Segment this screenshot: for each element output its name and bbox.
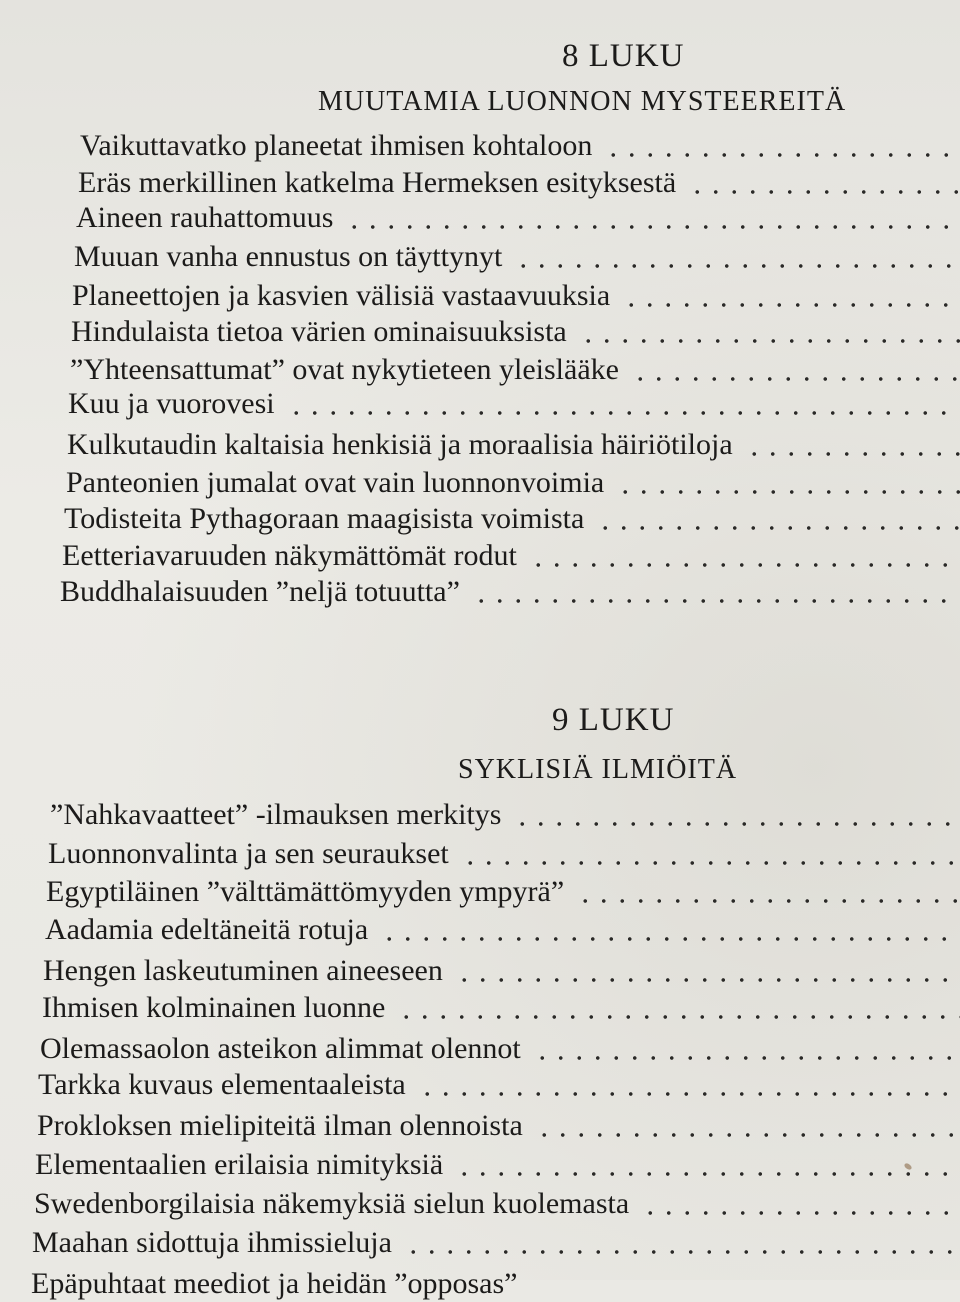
toc-entry — [46, 874, 960, 910]
dot-leader — [604, 152, 960, 158]
dot-leader — [461, 860, 960, 866]
toc-entry-label: Buddhalaisuuden ”neljä totuutta” — [60, 575, 460, 608]
dot-leader — [529, 562, 960, 568]
toc-entry-cut-off: Epäpuhtaat meediot ja heidän ”opposas” — [31, 1267, 518, 1300]
toc-entry-label: Maahan sidottuja ihmissieluja — [32, 1226, 392, 1259]
dot-leader — [535, 1132, 960, 1138]
toc-entry-label: Vaikuttavatko planeetat ihmisen kohtaloon — [80, 129, 593, 162]
toc-entry-label: Elementaalien erilaisia nimityksiä — [35, 1148, 444, 1181]
toc-entry — [76, 200, 960, 236]
dot-leader — [418, 1091, 960, 1097]
toc-entry — [68, 386, 960, 422]
toc-entry — [48, 836, 960, 872]
toc-entry — [70, 352, 960, 388]
toc-entry-label: Tarkka kuvaus elementaaleista — [38, 1068, 406, 1101]
dot-leader — [380, 936, 960, 942]
toc-entry-label: Planeettojen ja kasvien välisiä vastaavuuksia — [72, 279, 611, 312]
toc-entry-label: Egyptiläinen ”välttämättömyyden ympyrä” — [46, 875, 565, 908]
dot-leader — [397, 1014, 960, 1020]
toc-entry — [32, 1225, 960, 1261]
dot-leader — [533, 1055, 960, 1061]
dot-leader — [455, 977, 960, 983]
dot-leader — [631, 376, 960, 382]
toc-entry — [50, 797, 960, 833]
dot-leader — [641, 1210, 960, 1216]
toc-entry-label: Hengen laskeutuminen aineeseen — [43, 954, 443, 987]
toc-entry-label: Luonnonvalinta ja sen seuraukset — [48, 837, 449, 870]
toc-entry-label: Ihmisen kolminainen luonne — [42, 991, 386, 1024]
dot-leader — [576, 898, 960, 904]
toc-entry — [71, 314, 960, 350]
chapter-9-title: SYKLISIÄ ILMIÖITÄ — [458, 754, 738, 785]
toc-entry — [45, 912, 960, 948]
dot-leader — [345, 224, 960, 230]
toc-entry — [38, 1067, 960, 1103]
dot-leader — [472, 598, 960, 604]
dot-leader — [287, 410, 960, 416]
toc-entry-label: Eräs merkillinen katkelma Hermeksen esityksestä — [78, 166, 677, 199]
dot-leader — [622, 302, 960, 308]
toc-entry-label: Hindulaista tietoa värien ominaisuuksista — [71, 315, 567, 348]
toc-entry — [78, 165, 960, 201]
toc-entry-label: Olemassaolon asteikon alimmat olennot — [40, 1032, 521, 1065]
toc-entry — [35, 1147, 960, 1183]
dot-leader — [455, 1171, 960, 1177]
toc-entry — [62, 538, 960, 574]
chapter-8-number: 8 LUKU — [562, 38, 685, 74]
dot-leader — [745, 451, 960, 457]
chapter-8-title: MUUTAMIA LUONNON MYSTEEREITÄ — [318, 86, 847, 117]
dot-leader — [616, 489, 960, 495]
toc-entry — [42, 990, 960, 1026]
dot-leader — [513, 821, 960, 827]
dot-leader — [688, 189, 960, 195]
toc-entry — [66, 465, 960, 501]
toc-entry — [72, 278, 960, 314]
toc-entry-label: ”Yhteensattumat” ovat nykytieteen yleislääke — [70, 353, 619, 386]
chapter-9-number: 9 LUKU — [552, 702, 675, 738]
toc-entry-label: Kuu ja vuorovesi — [68, 387, 275, 420]
toc-entry — [40, 1031, 960, 1067]
dot-leader — [579, 338, 960, 344]
toc-entry-label: Aineen rauhattomuus — [76, 201, 334, 234]
toc-entry-label: Panteonien jumalat ovat vain luonnonvoimia — [66, 466, 605, 499]
toc-entry-label: Swedenborgilaisia näkemyksiä sielun kuolemasta — [34, 1187, 630, 1220]
toc-entry — [80, 128, 960, 164]
toc-entry — [64, 501, 960, 537]
toc-entry-label: Muuan vanha ennustus on täyttynyt — [74, 240, 503, 273]
dot-leader — [596, 525, 960, 531]
toc-entry-label: Prokloksen mielipiteitä ilman olennoista — [37, 1109, 523, 1142]
toc-entry — [43, 953, 960, 989]
toc-entry — [67, 427, 960, 463]
toc-entry — [60, 574, 960, 610]
toc-entry-label: Eetteriavaruuden näkymättömät rodut — [62, 539, 517, 572]
toc-entry-label: Kulkutaudin kaltaisia henkisiä ja moraalisia häiriötiloja — [67, 428, 733, 461]
toc-entry — [34, 1186, 960, 1222]
dot-leader — [404, 1249, 960, 1255]
toc-entry — [74, 239, 960, 275]
toc-entry-label: ”Nahkavaatteet” -ilmauksen merkitys — [50, 798, 502, 831]
toc-entry-label: Todisteita Pythagoraan maagisista voimista — [64, 502, 585, 535]
toc-entry — [37, 1108, 960, 1144]
toc-entry-label: Aadamia edeltäneitä rotuja — [45, 913, 369, 946]
dot-leader — [514, 263, 960, 269]
